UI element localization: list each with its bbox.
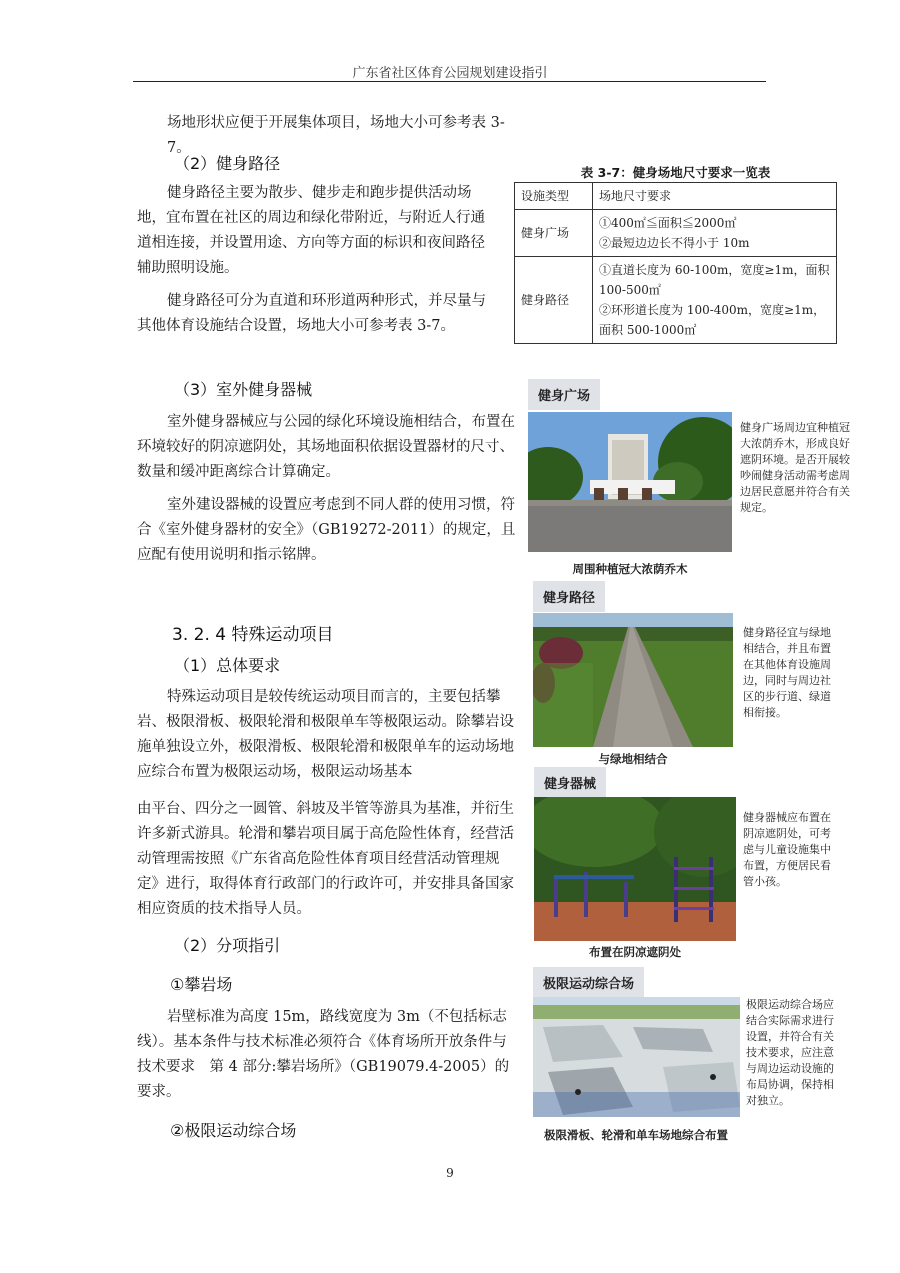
- paragraph-special-sports-2: 由平台、四分之一圆管、斜坡及半管等游具为基准，并衍生许多新式游具。轮滑和攀岩项目属于高危险性体育，经营活动管理需按照《广东省高危险性体育项目经营活动管理规定》进行，取得体育行政部门的行政许可，并安排具备国家相应资质的技术指导人员。: [137, 801, 514, 917]
- table-cell-requirements: [593, 210, 837, 257]
- paragraph-special-sports-1: 特殊运动项目是较传统运动项目而言的，主要包括攀岩、极限滑板、极限轮滑和极限单车等极限运动。除攀岩设施单独设立外，极限滑板、极限轮滑和极限单车的运动场地应综合布置为极限运动场，极限运动场基本: [137, 689, 514, 780]
- subheading-item-guidance: （2）分项指引: [174, 936, 281, 955]
- figure-note-extreme-sports: 极限运动综合场应结合实际需求进行设置，并符合有关技术要求，应注意与周边运动设施的布局协调，保持相对独立。: [746, 998, 834, 1107]
- photo-fitness-equipment: [534, 797, 736, 941]
- paragraph-climbing: 岩壁标准为高度 15m，路线宽度为 3m（不包括标志线）。基本条件与技术标准必须符合《体育场所开放条件与技术要求 第 4 部分:攀岩场所》（GB19079.4-2005）的要求。: [137, 1009, 510, 1100]
- page-number: 9: [446, 1166, 454, 1180]
- photo-extreme-sports: [533, 997, 740, 1117]
- table-header-cell: 设施类型: [515, 183, 593, 210]
- paragraph-fitness-path-2: 健身路径可分为直道和环形道两种形式，并尽量与其他体育设施结合设置，场地大小可参考表 3-7。: [137, 293, 486, 334]
- requirement-line: ①400㎡≦面积≦2000㎡: [599, 216, 737, 230]
- page-header-title: 广东省社区体育公园规划建设指引: [352, 66, 548, 81]
- figure-caption-fitness-plaza: 周围种植冠大浓荫乔木: [572, 562, 688, 576]
- figure-note-fitness-equipment: 健身器械应布置在阴凉遮阴处，可考虑与儿童设施集中布置，方便居民看管小孩。: [743, 811, 831, 888]
- item-extreme-sports-field: ②极限运动综合场: [170, 1121, 297, 1140]
- figure-caption-fitness-path: 与绿地相结合: [598, 752, 668, 766]
- requirement-line: ②环形道长度为 100-400m，宽度≥1m，面积 500-1000㎡: [599, 303, 826, 337]
- table-row: [515, 257, 837, 344]
- figure-label-fitness-path: 健身路径: [533, 581, 605, 612]
- paragraph-fitness-path-1: 健身路径主要为散步、健步走和跑步提供活动场地，宜布置在社区的周边和绿化带附近，与附近人行通道相连接，并设置用途、方向等方面的标识和夜间路径辅助照明设施。: [137, 185, 485, 276]
- table-header-row: [515, 183, 837, 210]
- figure-caption-fitness-equipment: 布置在阴凉遮阴处: [589, 945, 681, 959]
- size-requirements-table: [514, 182, 837, 344]
- figure-note-fitness-path: 健身路径宜与绿地相结合，并且布置在其他体育设施周边，同时与周边社区的步行道、绿道相衔接。: [743, 626, 831, 719]
- requirement-line: ②最短边边长不得小于 10m: [599, 236, 750, 250]
- section-heading-fitness-path: （2）健身路径: [174, 154, 281, 173]
- table-cell-type: 健身路径: [515, 257, 593, 344]
- figure-label-fitness-equipment: 健身器械: [534, 767, 606, 798]
- paragraph-outdoor-equipment-2: 室外建设器械的设置应考虑到不同人群的使用习惯，符合《室外健身器材的安全》（GB19272-2011）的规定，且应配有使用说明和指示铭牌。: [137, 497, 516, 563]
- table-header-cell: 场地尺寸要求: [593, 183, 837, 210]
- header-divider: [133, 81, 766, 82]
- figure-label-fitness-plaza: 健身广场: [528, 379, 600, 410]
- photo-fitness-path: [533, 613, 733, 747]
- subheading-general-requirements: （1）总体要求: [174, 656, 281, 675]
- section-heading-outdoor-equipment: （3）室外健身器械: [174, 380, 313, 399]
- item-climbing-field: ①攀岩场: [170, 975, 233, 994]
- section-heading-special-sports: 3. 2. 4 特殊运动项目: [172, 625, 334, 645]
- table-row: [515, 210, 837, 257]
- figure-caption-extreme-sports: 极限滑板、轮滑和单车场地综合布置: [544, 1128, 728, 1142]
- figure-label-extreme-sports: 极限运动综合场: [533, 967, 644, 998]
- figure-note-fitness-plaza: 健身广场周边宜种植冠大浓荫乔木，形成良好遮阴环境。是否开展较吵闹健身活动需考虑周边居民意愿并符合有关规定。: [740, 421, 850, 514]
- requirement-line: ①直道长度为 60-100m，宽度≥1m，面积 100-500㎡: [599, 263, 830, 297]
- table-cell-type: 健身广场: [515, 210, 593, 257]
- paragraph-outdoor-equipment-1: 室外健身器械应与公园的绿化环境设施相结合，布置在环境较好的阴凉遮阴处，其场地面积依据设置器材的尺寸、数量和缓冲距离综合计算确定。: [137, 414, 515, 480]
- intro-line: 场地形状应便于开展集体项目，场地大小可参考表 3-7。: [167, 115, 505, 156]
- table-cell-requirements: [593, 257, 837, 344]
- photo-fitness-plaza: [528, 412, 732, 552]
- table-caption: 表 3-7：健身场地尺寸要求一览表: [580, 165, 771, 180]
